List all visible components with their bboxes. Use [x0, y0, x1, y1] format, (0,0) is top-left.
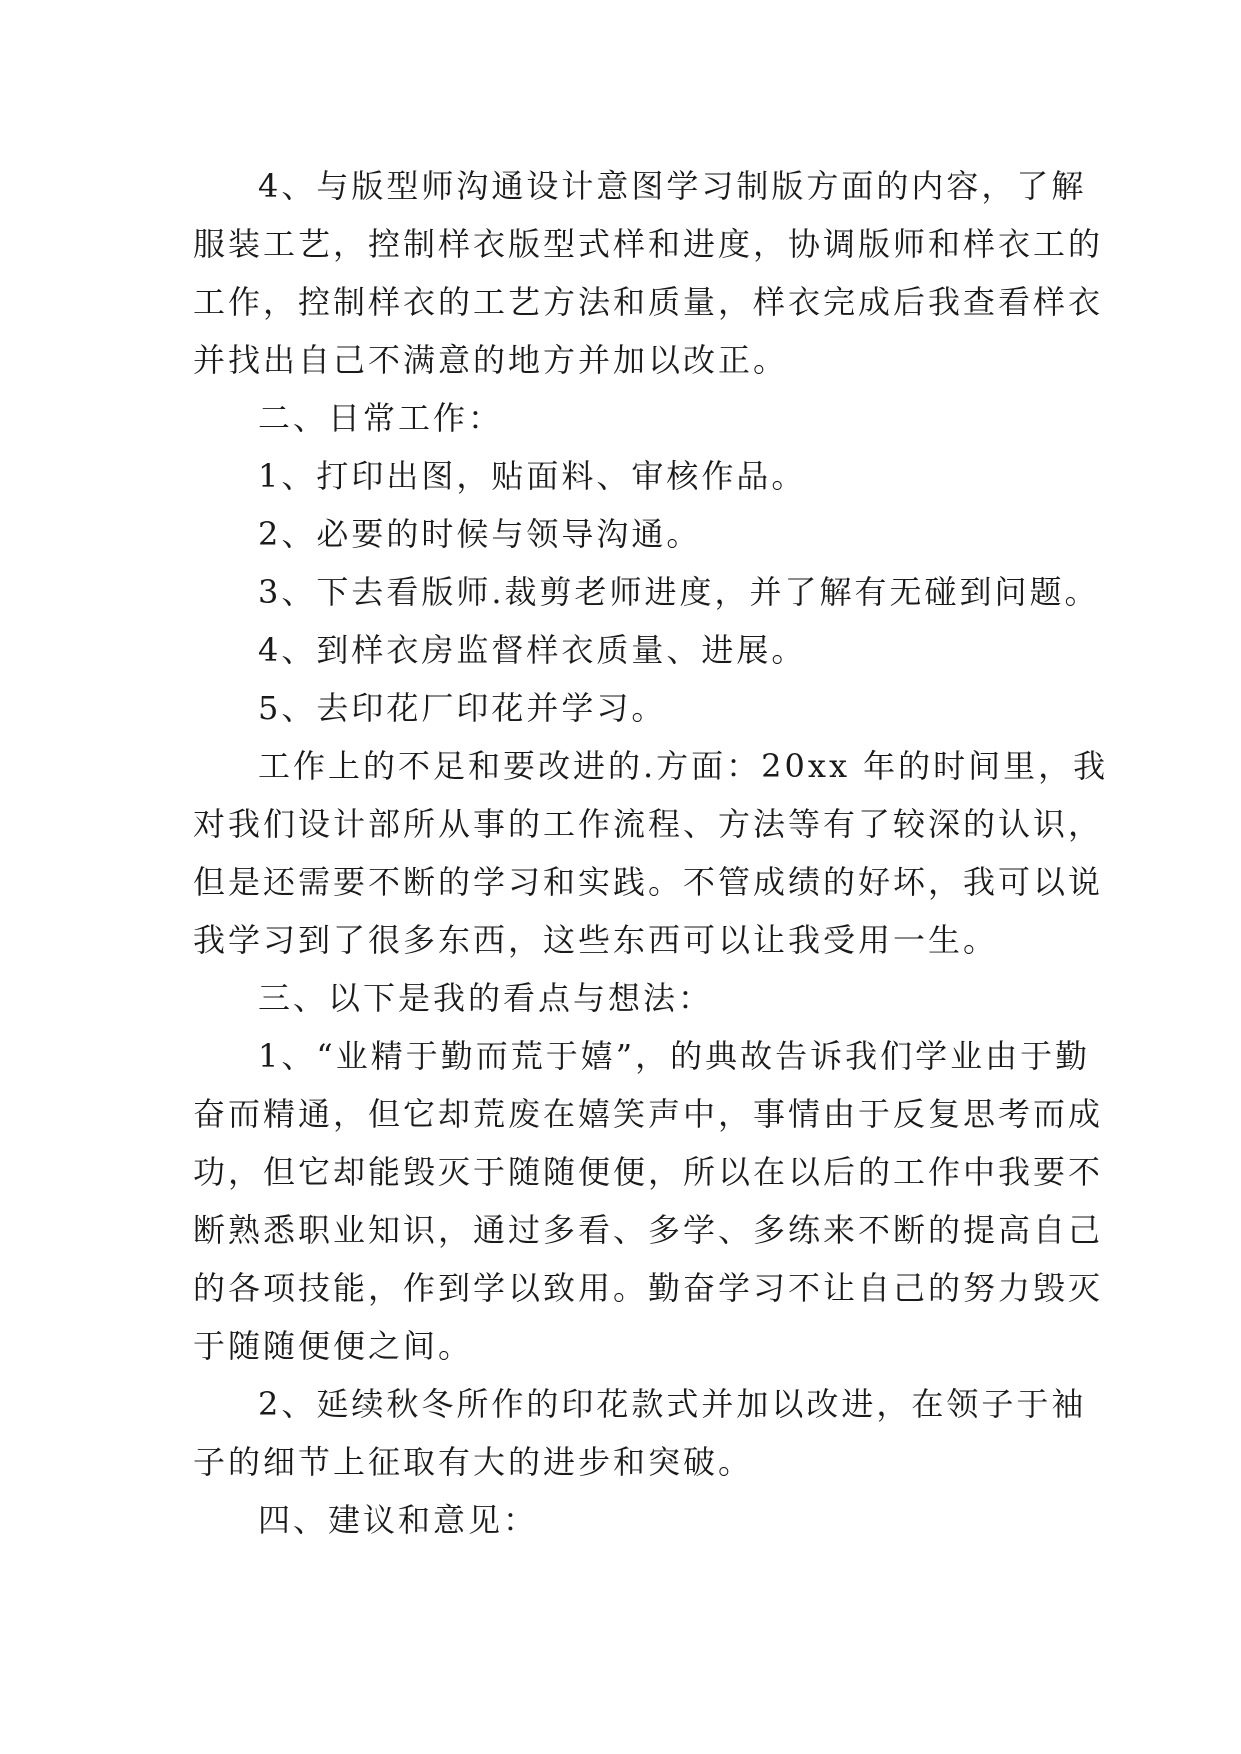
paragraph-shortcomings-line-1: 工作上的不足和要改进的.方面：20xx 年的时间里，我: [258, 747, 1109, 785]
paragraph-view-1-line-3: 功，但它却能毁灭于随随便便，所以在以后的工作中我要不: [193, 1153, 1104, 1191]
list-item: 4、到样衣房监督样衣质量、进展。: [258, 631, 807, 669]
paragraph-shortcomings-line-4: 我学习到了很多东西，这些东西可以让我受用一生。: [193, 921, 999, 959]
paragraph-view-2-line-2: 子的细节上征取有大的进步和突破。: [193, 1443, 754, 1481]
list-item: 3、下去看版师.裁剪老师进度，并了解有无碰到问题。: [258, 573, 1100, 611]
paragraph-view-1-line-4: 断熟悉职业知识，通过多看、多学、多练来不断的提高自己: [193, 1211, 1104, 1249]
paragraph-view-1-line-1: 1、“业精于勤而荒于嬉”，的典故告诉我们学业由于勤: [258, 1037, 1091, 1075]
list-item: 2、必要的时候与领导沟通。: [258, 515, 702, 553]
paragraph-item-4-line-3: 工作，控制样衣的工艺方法和质量，样衣完成后我查看样衣: [193, 283, 1104, 321]
paragraph-view-1-line-5: 的各项技能，作到学以致用。勤奋学习不让自己的努力毁灭: [193, 1269, 1104, 1307]
section-heading-daily-work: 二、日常工作：: [258, 399, 504, 437]
paragraph-shortcomings-line-3: 但是还需要不断的学习和实践。不管成绩的好坏，我可以说: [193, 863, 1104, 901]
list-item: 5、去印花厂印花并学习。: [258, 689, 667, 727]
paragraph-view-1-line-6: 于随随便便之间。: [193, 1327, 474, 1365]
paragraph-view-1-line-2: 奋而精通，但它却荒废在嬉笑声中，事情由于反复思考而成: [193, 1095, 1104, 1133]
list-item: 1、打印出图，贴面料、审核作品。: [258, 457, 807, 495]
section-heading-suggestions: 四、建议和意见：: [258, 1501, 539, 1539]
section-heading-views: 三、以下是我的看点与想法：: [258, 979, 714, 1017]
paragraph-item-4-line-4: 并找出自己不满意的地方并加以改正。: [193, 341, 789, 379]
paragraph-item-4-line-2: 服装工艺，控制样衣版型式样和进度，协调版师和样衣工的: [193, 225, 1104, 263]
paragraph-view-2-line-1: 2、延续秋冬所作的印花款式并加以改进，在领子于袖: [258, 1385, 1087, 1423]
paragraph-shortcomings-line-2: 对我们设计部所从事的工作流程、方法等有了较深的认识，: [193, 805, 1104, 843]
paragraph-item-4-line-1: 4、与版型师沟通设计意图学习制版方面的内容，了解: [258, 167, 1087, 205]
